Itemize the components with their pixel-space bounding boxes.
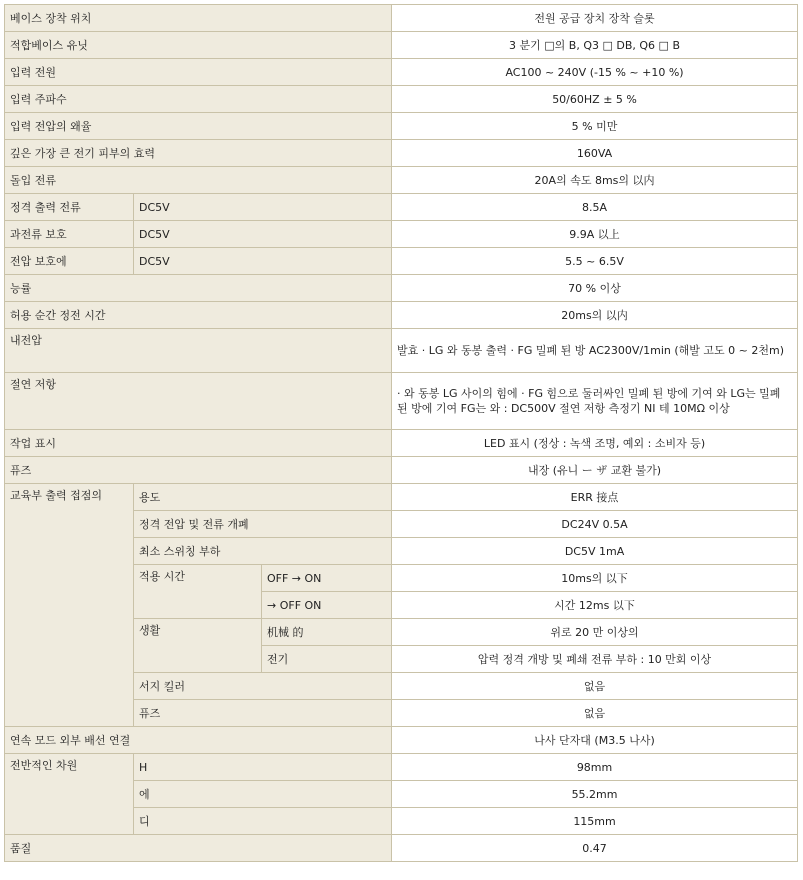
table-row (5, 32, 798, 59)
table-row (5, 430, 798, 457)
row-label: 퓨즈 (134, 700, 392, 727)
row-label: 깊은 가장 큰 전기 피부의 효력 (5, 140, 392, 167)
row-label: OFF → ON (262, 565, 392, 592)
row-value: 발효 · LG 와 동봉 출력 · FG 밀폐 된 방 AC2300V/1min (해발 고도 0 ~ 2천m) (392, 329, 798, 373)
table-row (5, 86, 798, 113)
row-label: 돌입 전류 (5, 167, 392, 194)
row-label: 용도 (134, 484, 392, 511)
table-row (5, 140, 798, 167)
table-row (5, 457, 798, 484)
table-row (5, 329, 798, 373)
row-sublabel: DC5V (134, 221, 392, 248)
row-value: 없음 (392, 700, 798, 727)
row-label: 에 (134, 781, 392, 808)
table-row (5, 275, 798, 302)
row-value: 115mm (392, 808, 798, 835)
row-label: 과전류 보호 (5, 221, 134, 248)
row-label: 내전압 (5, 329, 392, 373)
row-label: 최소 스위칭 부하 (134, 538, 392, 565)
row-value: AC100 ~ 240V (-15 % ~ +10 %) (392, 59, 798, 86)
row-label: 机械 的 (262, 619, 392, 646)
row-value: 압력 정격 개방 및 폐쇄 전류 부하 : 10 만회 이상 (392, 646, 798, 673)
row-label: 베이스 장착 위치 (5, 5, 392, 32)
table-row (5, 221, 798, 248)
row-label: H (134, 754, 392, 781)
row-value: DC5V 1mA (392, 538, 798, 565)
table-row (5, 167, 798, 194)
row-label: 정격 출력 전류 (5, 194, 134, 221)
row-value: 20A의 속도 8ms의 以内 (392, 167, 798, 194)
row-label: 능률 (5, 275, 392, 302)
row-label: 연속 모드 외부 배선 연결 (5, 727, 392, 754)
row-value: 50/60HZ ± 5 % (392, 86, 798, 113)
row-value: 내장 (유니 ー ザ 교환 불가) (392, 457, 798, 484)
table-row (5, 302, 798, 329)
table-row (5, 754, 798, 781)
row-value: 나사 단자대 (M3.5 나사) (392, 727, 798, 754)
row-value: 55.2mm (392, 781, 798, 808)
row-label: 퓨즈 (5, 457, 392, 484)
row-value: 160VA (392, 140, 798, 167)
row-value: 8.5A (392, 194, 798, 221)
table-row (5, 484, 798, 511)
table-row (5, 727, 798, 754)
row-value: 시간 12ms 以下 (392, 592, 798, 619)
group-label-response: 적용 시간 (134, 565, 262, 619)
row-label: 입력 전원 (5, 59, 392, 86)
row-value: · 와 동봉 LG 사이의 힘에 · FG 힘으로 둘러싸인 밀폐 된 방에 기여 와 LG는 밀폐 된 방에 기여 FG는 와 : DC500V 절연 저항 측정기 NI 테 10MΩ 이상 (392, 373, 798, 430)
row-value: 10ms의 以下 (392, 565, 798, 592)
row-label: 정격 전압 및 전류 개폐 (134, 511, 392, 538)
table-row (5, 59, 798, 86)
table-row (5, 248, 798, 275)
row-value: 위로 20 만 이상의 (392, 619, 798, 646)
row-value: ERR 接点 (392, 484, 798, 511)
row-value: 9.9A 以上 (392, 221, 798, 248)
row-label: 입력 주파수 (5, 86, 392, 113)
row-sublabel: DC5V (134, 194, 392, 221)
row-value: LED 표시 (정상 : 녹색 조명, 예외 : 소비자 등) (392, 430, 798, 457)
row-value: 98mm (392, 754, 798, 781)
row-value: 전원 공급 장치 장착 슬롯 (392, 5, 798, 32)
table-row (5, 194, 798, 221)
row-sublabel: DC5V (134, 248, 392, 275)
row-label: 디 (134, 808, 392, 835)
table-row (5, 373, 798, 430)
row-label: 허용 순간 정전 시간 (5, 302, 392, 329)
row-value: 70 % 이상 (392, 275, 798, 302)
row-value: DC24V 0.5A (392, 511, 798, 538)
row-value: 5 % 미만 (392, 113, 798, 140)
row-label: → OFF ON (262, 592, 392, 619)
table-row (5, 5, 798, 32)
table-row (5, 835, 798, 862)
row-label: 적합베이스 유닛 (5, 32, 392, 59)
group-label-contact: 교육부 출력 접점의 (5, 484, 134, 727)
row-label: 전압 보호에 (5, 248, 134, 275)
group-label-dimensions: 전반적인 차원 (5, 754, 134, 835)
row-value: 없음 (392, 673, 798, 700)
row-label: 작업 표시 (5, 430, 392, 457)
row-value: 20ms의 以内 (392, 302, 798, 329)
row-label: 전기 (262, 646, 392, 673)
row-label: 입력 전압의 왜율 (5, 113, 392, 140)
row-value: 0.47 (392, 835, 798, 862)
row-label: 서지 킬러 (134, 673, 392, 700)
group-label-life: 생활 (134, 619, 262, 673)
row-label: 절연 저항 (5, 373, 392, 430)
table-row (5, 113, 798, 140)
row-value: 3 분기 □의 B, Q3 □ DB, Q6 □ B (392, 32, 798, 59)
spec-table (4, 4, 798, 862)
row-value: 5.5 ~ 6.5V (392, 248, 798, 275)
row-label: 품질 (5, 835, 392, 862)
